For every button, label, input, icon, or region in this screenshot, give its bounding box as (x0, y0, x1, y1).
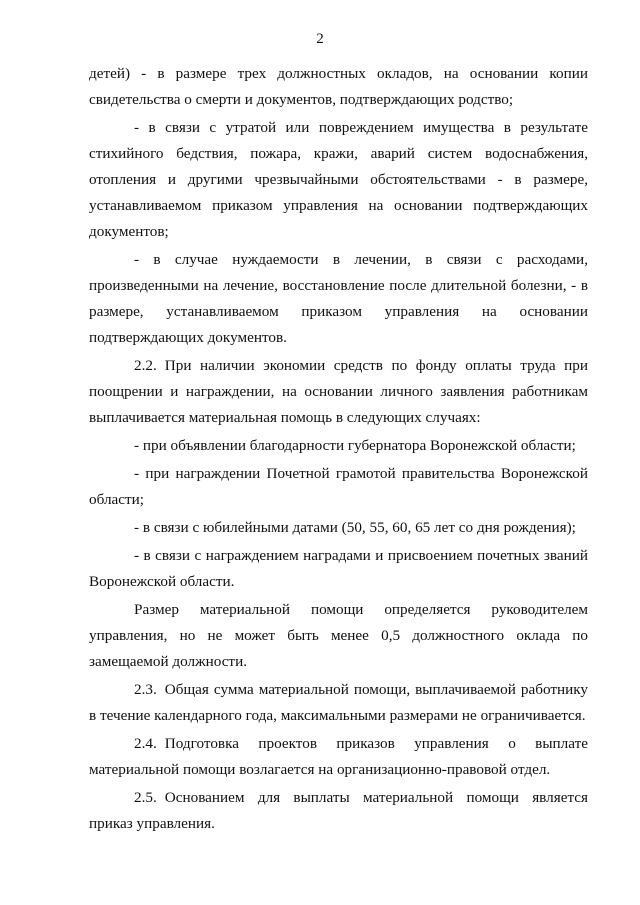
paragraph-2-3 (89, 677, 588, 729)
page-number: 2 (316, 31, 324, 47)
paragraph-governor-gratitude: - при объявлении благодарности губернатора Воронежской области; (134, 437, 576, 454)
paragraph-2-5 (89, 785, 588, 837)
clause-text: Подготовка проектов приказов управления о выплате материальной помощи возлагается на организационно-правовой отдел. (89, 735, 588, 778)
clause-text: При наличии экономии средств по фонду оплаты труда при поощрении и награждении, на основании личного заявления работникам выплачивается материальная помощь в следующих случаях: (89, 357, 588, 426)
paragraph-medical-treatment: - в случае нуждаемости в лечении, в связи с расходами, произведенными на лечение, восстановление после длительной болезни, - в размере, устанавливаемом приказом управления на основании подтверждающих документов. (89, 251, 588, 346)
paragraph-property-loss: - в связи с утратой или повреждением имущества в результате стихийного бедствия, пожара, кражи, аварий систем водоснабжения, отопления и другими чрезвычайными обстоятельствами - в размере, устанавливаемом приказом управления на основании подтверждающих документов; (89, 119, 588, 240)
clause-number: 2.2. (134, 357, 157, 374)
clause-number: 2.4. (134, 735, 157, 752)
paragraph-honorary-diploma: - при награждении Почетной грамотой правительства Воронежской области; (89, 465, 588, 508)
paragraph-2-2 (89, 353, 588, 431)
paragraph-anniversary: - в связи с юбилейными датами (50, 55, 60, 65 лет со дня рождения); (134, 519, 576, 536)
paragraph-awards: - в связи с награждением наградами и присвоением почетных званий Воронежской области. (89, 547, 588, 590)
paragraph-2-4 (89, 731, 588, 783)
document-body (89, 61, 588, 837)
paragraph-amount: Размер материальной помощи определяется руководителем управления, но не может быть менее 0,5 должностного оклада по замещаемой должности. (89, 601, 588, 670)
clause-number: 2.5. (134, 789, 157, 806)
clause-text: Общая сумма материальной помощи, выплачиваемой работнику в течение календарного года, максимальными размерами не ограничивается. (89, 681, 588, 724)
clause-text: Основанием для выплаты материальной помощи является приказ управления. (89, 789, 588, 832)
clause-number: 2.3. (134, 681, 157, 698)
paragraph-continuation: детей) - в размере трех должностных окладов, на основании копии свидетельства о смерти и документов, подтверждающих родство; (89, 65, 588, 108)
